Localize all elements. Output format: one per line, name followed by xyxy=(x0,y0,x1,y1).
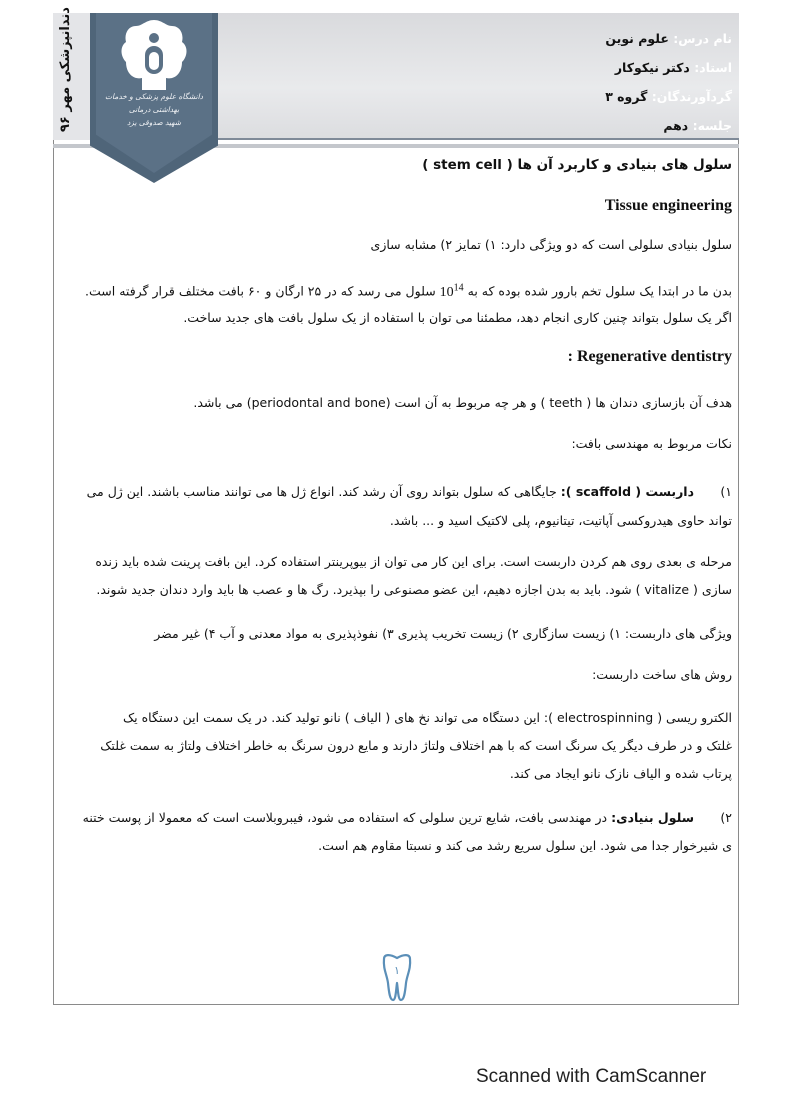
scanner-watermark: Scanned with CamScanner xyxy=(476,1066,707,1087)
body-cells-text-b: سلول می رسد که در ۲۵ ارگان و ۶۰ بافت مختلف قرار گرفته است. xyxy=(85,283,436,299)
tooth-page-icon xyxy=(380,953,414,1003)
paragraph-regeneration-goal: هدف آن بازسازی دندان ها ( teeth ) و هر چه مربوط به آن است (periodontal and bone) می باشد. xyxy=(193,395,732,410)
compilers-line xyxy=(605,82,732,111)
paragraph-scaffold-methods: روش های ساخت داربست: xyxy=(592,667,732,682)
course-metadata xyxy=(605,24,732,140)
compilers-value: گروه ۳ xyxy=(605,89,648,104)
paragraph-electrospinning-line1: الکترو ریسی ( electrospinning ): این دستگاه می تواند نخ های ( الیاف ) نانو تولید کند. در یک سمت این دستگاه یک xyxy=(122,710,732,725)
list-number-1: ۱) xyxy=(720,484,732,499)
session-label: جلسه: xyxy=(692,118,732,133)
paragraph-electrospinning-line3: پرتاب شده و الیاف نازک نانو ایجاد می کند. xyxy=(509,766,732,781)
paragraph-bioprinter-line2: سازی ( vitalize ) شود. باید به بدن اجازه دهیم، این عضو مصنوعی را بپذیرد. رگ ها و عصب ها باید وارد دندان جدید شوند. xyxy=(96,582,732,597)
paragraph-body-cells-line1 xyxy=(85,276,732,304)
paragraph-electrospinning-line2: غلتک و در طرف دیگر یک سرنگ است که با هم اختلاف ولتاژ دارند و مایع درون سرنگ به خاطر اختلاف ولتاژ به سمت غلتک xyxy=(100,738,732,753)
course-value: علوم نوین xyxy=(605,31,669,46)
university-name-line2: شهید صدوقی یزد xyxy=(126,118,182,127)
university-name xyxy=(96,90,212,129)
list-item-stem-cell-line2: ی شیرخوار جدا می شود. این سلول سریع رشد می کند و نسبتا مقاوم هم است. xyxy=(318,838,732,853)
faculty-year-label: دندانپزشکی مهر ۹۶ xyxy=(58,7,73,132)
compilers-label: گردآورندگان: xyxy=(651,89,732,104)
page-number: ۱ xyxy=(394,964,400,977)
body-cells-text-a: بدن ما در ابتدا یک سلول تخم بارور شده بوده که به xyxy=(467,283,732,299)
cell-count-number xyxy=(439,282,464,300)
university-name-line1: دانشگاه علوم پزشکی و خدمات بهداشتی درمانی xyxy=(104,92,204,114)
cell-count-base: 10 xyxy=(439,284,454,300)
list-number-2: ۲) xyxy=(720,810,732,825)
stem-cell-term: سلول بنیادی: xyxy=(611,810,695,825)
list-item-scaffold-line1 xyxy=(87,480,732,503)
course-line xyxy=(605,24,732,53)
list-item-stem-cell-line1 xyxy=(83,806,732,829)
heading-tissue-engineering: Tissue engineering xyxy=(604,197,732,214)
paragraph-body-cells-line2: اگر یک سلول بتواند چنین کاری انجام دهد، مطمئنا می توان با استفاده از یک سلول بافت های جدید ساخت. xyxy=(183,310,732,325)
course-label: نام درس: xyxy=(673,31,732,46)
cell-count-exponent: 14 xyxy=(453,282,464,293)
paragraph-scaffold-properties: ویژگی های داربست: ۱) زیست سازگاری ۲) زیست تخریب پذیری ۳) نفوذپذیری به مواد معدنی و آب ۴) غیر مضر xyxy=(154,626,732,641)
stem-cell-text-line1: در مهندسی بافت، شایع ترین سلولی که استفاده می شود، فیبروبلاست است که معمولا از پوست ختنه xyxy=(82,810,608,825)
document-title: سلول های بنیادی و کاربرد آن ها ( stem cell ) xyxy=(422,157,732,173)
session-line xyxy=(605,111,732,140)
scaffold-text-line1: جایگاهی که سلول بتواند روی آن رشد کند. انواع ژل ها می توانند مناسب باشند. این ژل می xyxy=(86,484,557,499)
teacher-label: استاد: xyxy=(694,60,732,75)
university-emblem-icon xyxy=(118,16,190,94)
paragraph-tissue-notes: نکات مربوط به مهندسی بافت: xyxy=(571,436,732,451)
teacher-value: دکتر نیکوکار xyxy=(614,60,690,75)
paragraph-stem-cell-definition: سلول بنیادی سلولی است که دو ویژگی دارد: ۱) تمایز ۲) مشابه سازی xyxy=(370,237,732,252)
paragraph-bioprinter-line1: مرحله ی بعدی روی هم کردن داربست است. برای این کار می توان از بیوپرینتر استفاده کرد. این بافت پرینت شده باید زنده xyxy=(95,554,732,569)
scaffold-term: داربست ( scaffold ): xyxy=(560,484,695,499)
teacher-line xyxy=(605,53,732,82)
list-item-scaffold-line2: تواند حاوی هیدروکسی آپاتیت، تیتانیوم، پلی لاکتیک اسید و ... باشد. xyxy=(389,513,732,528)
heading-regenerative-dentistry: Regenerative dentistry : xyxy=(567,348,732,365)
session-value: دهم xyxy=(663,118,689,133)
